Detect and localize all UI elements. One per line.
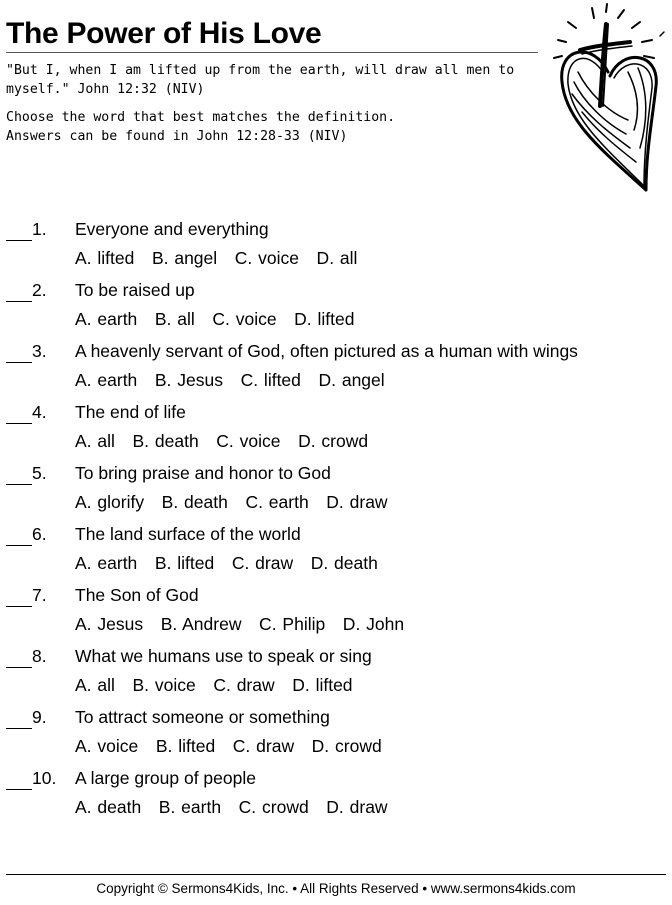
instructions (6, 108, 536, 146)
instructions-line-2: Answers can be found in John 12:28-33 (NIV) (6, 129, 348, 144)
copyright-footer: Copyright © Sermons4Kids, Inc. • All Rights Reserved • www.sermons4kids.com (96, 881, 576, 896)
title-divider (6, 52, 538, 53)
question-number: 10. (32, 768, 57, 788)
question-options: A. lifted B. angel C. voice D. all (75, 248, 358, 268)
question-item (6, 704, 670, 765)
verse-text: "But I, when I am lifted up from the earth, will draw all men to myself." John 12:32 (NIV) (6, 63, 515, 97)
question-options: A. glorify B. death C. earth D. draw (75, 492, 388, 512)
question-item (6, 338, 670, 399)
question-options: A. death B. earth C. crowd D. draw (75, 797, 388, 817)
question-number: 8. (32, 646, 47, 666)
question-options: A. all B. voice C. draw D. lifted (75, 675, 353, 695)
answer-blank[interactable] (6, 462, 32, 485)
question-definition: A heavenly servant of God, often pictured as a human with wings (75, 341, 578, 361)
answer-blank[interactable] (6, 645, 32, 668)
answer-blank[interactable] (6, 523, 32, 546)
question-definition: To be raised up (75, 280, 195, 300)
question-number: 3. (32, 341, 47, 361)
question-item (6, 643, 670, 704)
answer-blank[interactable] (6, 218, 32, 241)
answer-blank[interactable] (6, 340, 32, 363)
question-item (6, 460, 670, 521)
heart-cross-icon (548, 2, 670, 194)
page-title: The Power of His Love (6, 17, 322, 50)
question-definition: The end of life (75, 402, 186, 422)
answer-blank[interactable] (6, 279, 32, 302)
question-definition: To bring praise and honor to God (75, 463, 331, 483)
question-number: 6. (32, 524, 47, 544)
question-number: 9. (32, 707, 47, 727)
question-number: 1. (32, 219, 47, 239)
question-number: 7. (32, 585, 47, 605)
question-item (6, 277, 670, 338)
question-definition: What we humans use to speak or sing (75, 646, 372, 666)
answer-blank[interactable] (6, 706, 32, 729)
question-list (6, 216, 670, 826)
answer-blank[interactable] (6, 401, 32, 424)
answer-blank[interactable] (6, 584, 32, 607)
question-definition: The land surface of the world (75, 524, 301, 544)
question-options: A. all B. death C. voice D. crowd (75, 431, 369, 451)
question-number: 5. (32, 463, 47, 483)
question-definition: Everyone and everything (75, 219, 269, 239)
question-item (6, 399, 670, 460)
question-item (6, 765, 670, 826)
question-options: A. earth B. Jesus C. lifted D. angel (75, 370, 385, 390)
question-number: 2. (32, 280, 47, 300)
question-options: A. earth B. all C. voice D. lifted (75, 309, 355, 329)
question-item (6, 216, 670, 277)
instructions-line-1: Choose the word that best matches the definition. (6, 110, 396, 125)
question-options: A. voice B. lifted C. draw D. crowd (75, 736, 382, 756)
question-options: A. earth B. lifted C. draw D. death (75, 553, 378, 573)
question-item (6, 521, 670, 582)
question-definition: The Son of God (75, 585, 199, 605)
answer-blank[interactable] (6, 767, 32, 790)
question-options: A. Jesus B. Andrew C. Philip D. John (75, 614, 405, 634)
question-item (6, 582, 670, 643)
footer-divider (6, 874, 666, 875)
question-definition: A large group of people (75, 768, 256, 788)
question-number: 4. (32, 402, 47, 422)
question-definition: To attract someone or something (75, 707, 330, 727)
